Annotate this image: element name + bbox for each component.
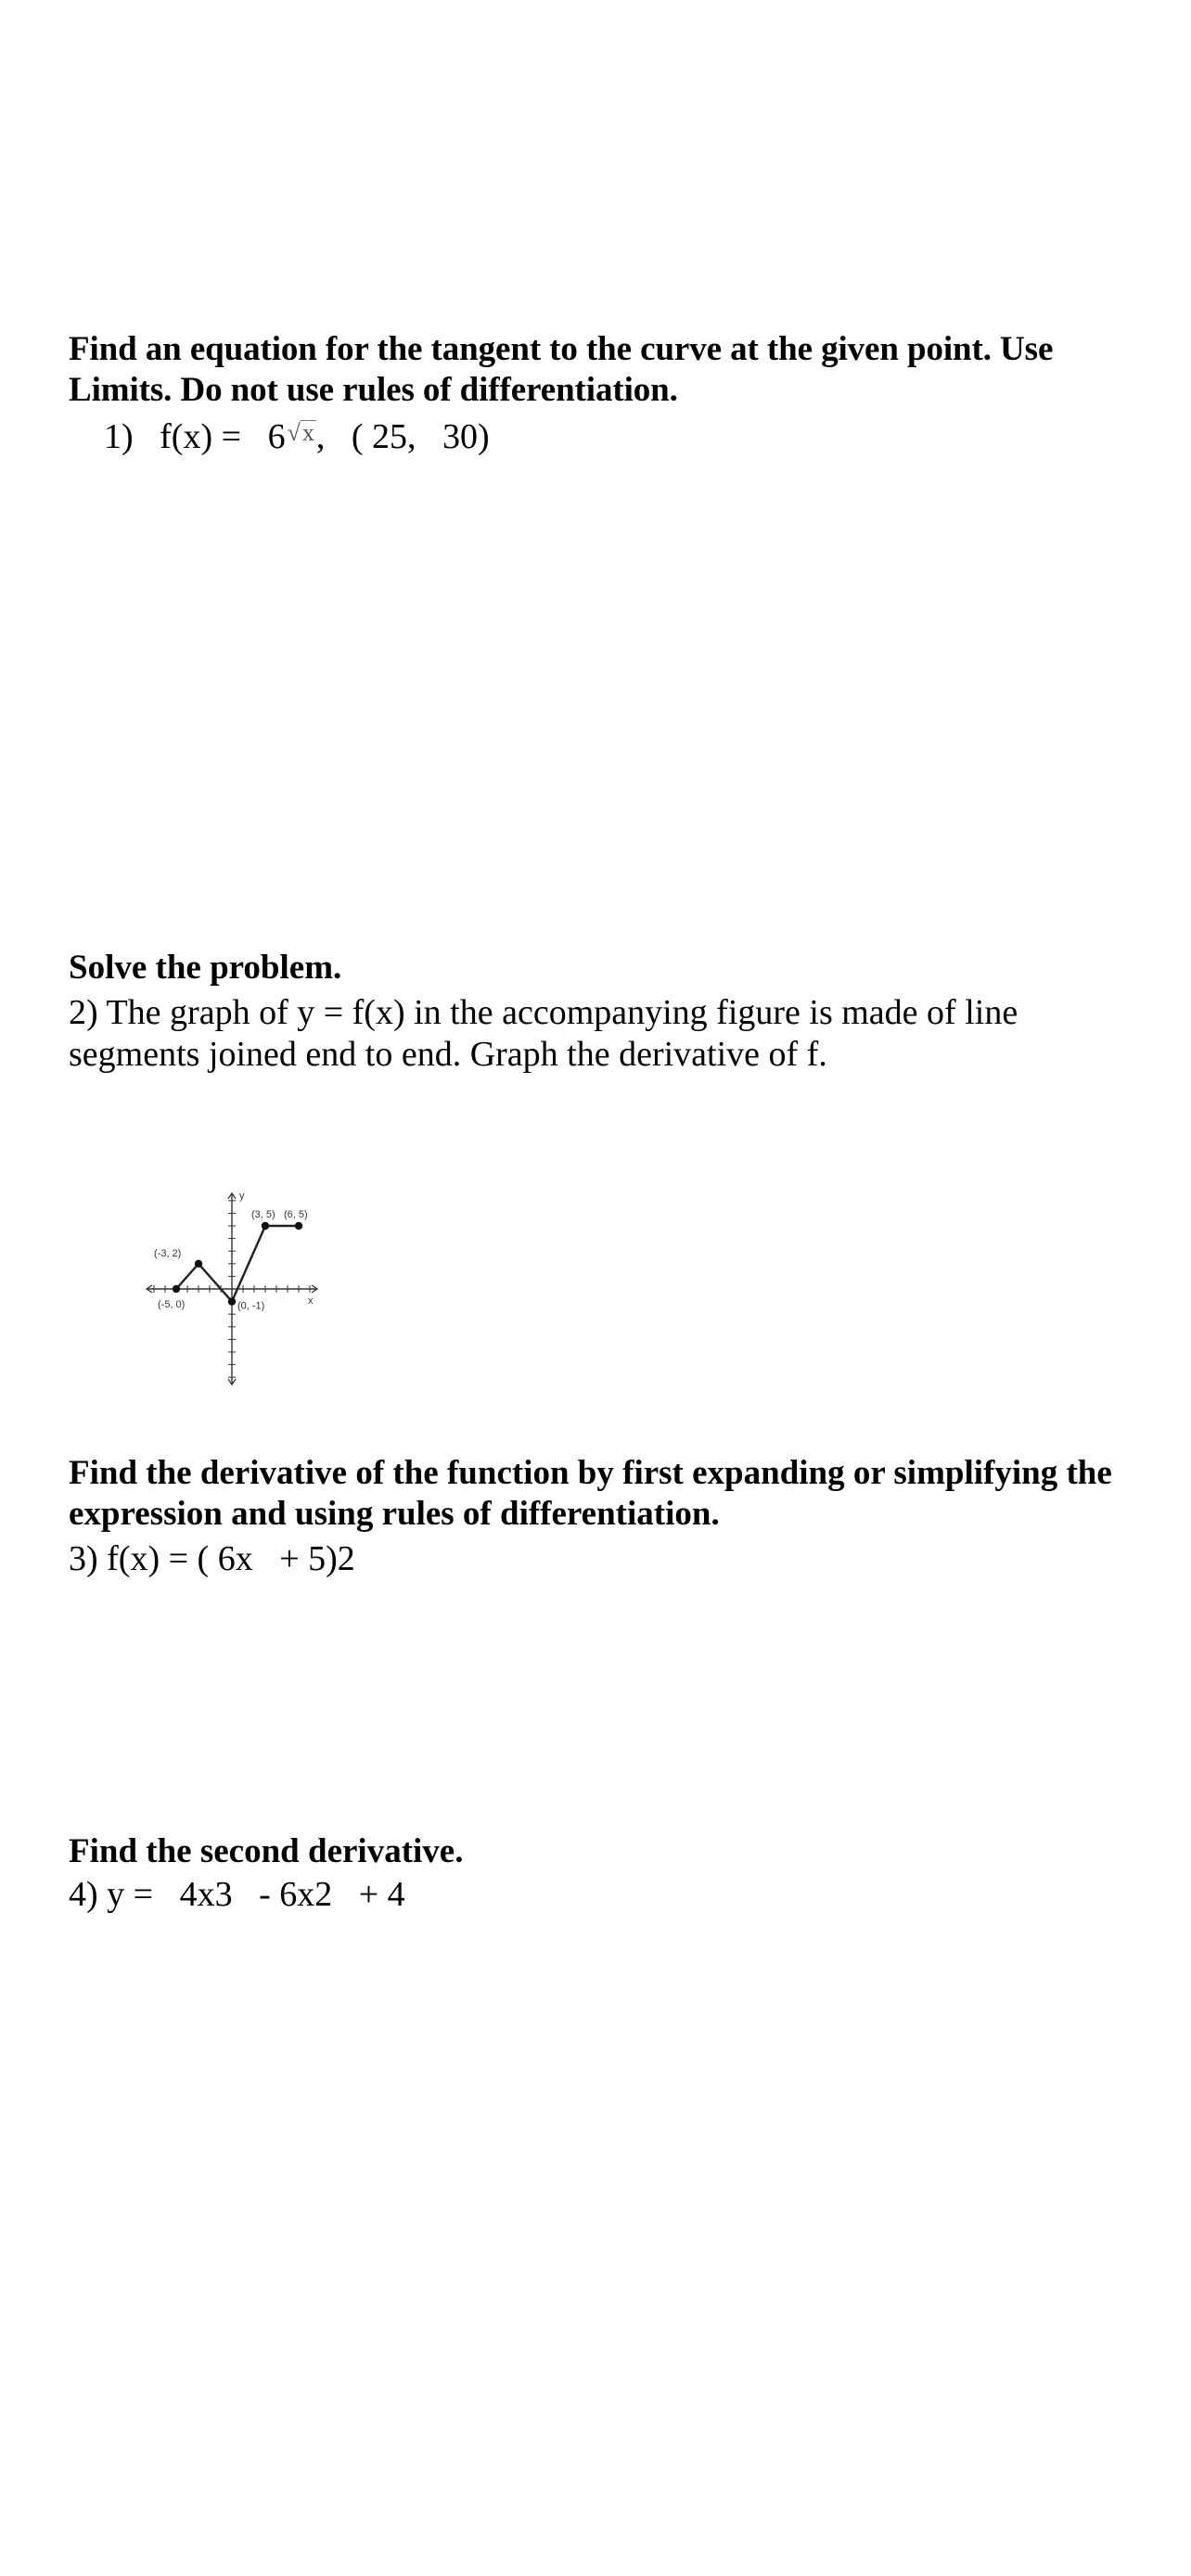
separator-comma: , [315,417,326,456]
data-point [262,1222,269,1230]
given-point: ( 25, 30) [351,417,490,456]
point-label-0-minus1: (0, -1) [237,1300,265,1312]
section-heading-tangent: Find an equation for the tangent to the curve at the given point. Use Limits. Do not use rules of differentiation. [69,330,1054,409]
section-solve-problem [69,948,1145,1076]
point-label-6-5: (6, 5) [284,1209,308,1220]
function-graph [65,1108,399,1451]
point-label-minus3-2: (-3, 2) [154,1247,182,1259]
data-point [228,1297,236,1305]
section-second-derivative [69,1831,1145,1916]
problem-2-text: 2) The graph of y = f(x) in the accompanying figure is made of line segments joined end to end. Graph the derivative of f. [69,993,1018,1074]
section-tangent-limits [69,329,1145,411]
point-label-3-5: (3, 5) [251,1209,275,1220]
section-heading-solve: Solve the problem. [69,949,342,987]
graph-figure [65,1108,399,1451]
problem-4-text: 4) y = 4x3 - 6x2 + 4 [69,1875,405,1914]
data-point [173,1285,180,1293]
y-axis-label: y [239,1190,245,1202]
problem-number: 1) [104,417,134,456]
section-heading-second-derivative: Find the second derivative. [69,1832,464,1870]
point-label-minus5-0: (-5, 0) [158,1299,186,1310]
function-lhs: f(x) = [160,417,242,456]
radicand: x [301,419,314,446]
problem-3-text: 3) f(x) = ( 6x + 5)2 [69,1539,355,1578]
section-heading-derivative: Find the derivative of the function by first expanding or simplifying the expression and using rules of differentiation. [69,1454,1112,1533]
axes [147,1190,317,1384]
function-coefficient: 6 [267,417,286,456]
radical-icon: √ [287,419,301,446]
problem-1 [104,412,490,458]
section-derivative-expand [69,1453,1163,1580]
data-point [195,1260,202,1268]
square-root-expression [288,412,316,453]
points-layer [173,1222,302,1306]
x-axis-label: x [308,1295,314,1307]
data-point [295,1222,302,1230]
